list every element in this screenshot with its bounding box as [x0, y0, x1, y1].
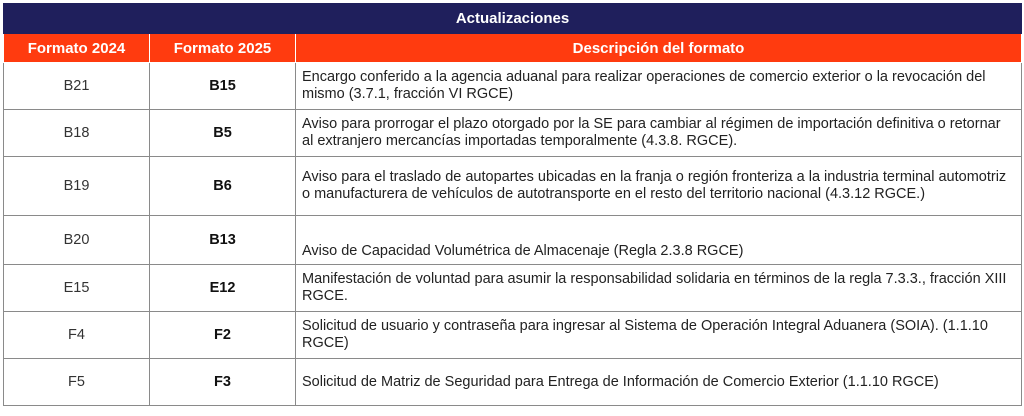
format-2025-cell: B5 [150, 110, 296, 157]
description-cell: Aviso de Capacidad Volumétrica de Almacenaje (Regla 2.3.8 RGCE) [296, 216, 1022, 265]
table-header-row [4, 34, 1022, 63]
format-2024-cell: E15 [4, 265, 150, 312]
header-format-2024: Formato 2024 [4, 34, 150, 63]
format-2024-cell: B20 [4, 216, 150, 265]
updates-table-container [3, 3, 1021, 406]
format-2025-cell: F2 [150, 312, 296, 359]
table-row [4, 265, 1022, 312]
format-2024-cell: B21 [4, 63, 150, 110]
table-row [4, 110, 1022, 157]
description-cell: Solicitud de Matriz de Seguridad para Entrega de Información de Comercio Exterior (1.1.10 RGCE) [296, 359, 1022, 406]
format-2024-cell: B19 [4, 157, 150, 216]
table-row [4, 216, 1022, 265]
table-row [4, 312, 1022, 359]
description-cell: Aviso para el traslado de autopartes ubicadas en la franja o región fronteriza a la industria terminal automotriz o manufacturera de vehículos de autotransporte en el resto del territorio nacional (4.3.12 RGCE.) [296, 157, 1022, 216]
format-2024-cell: F4 [4, 312, 150, 359]
updates-table [3, 3, 1022, 406]
table-row [4, 63, 1022, 110]
table-title: Actualizaciones [4, 4, 1022, 34]
table-row [4, 157, 1022, 216]
table-title-row [4, 4, 1022, 34]
format-2025-cell: B13 [150, 216, 296, 265]
header-description: Descripción del formato [296, 34, 1022, 63]
description-cell: Manifestación de voluntad para asumir la responsabilidad solidaria en términos de la regla 7.3.3., fracción XIII RGCE. [296, 265, 1022, 312]
format-2024-cell: B18 [4, 110, 150, 157]
description-cell: Encargo conferido a la agencia aduanal para realizar operaciones de comercio exterior o la revocación del mismo (3.7.1, fracción VI RGCE) [296, 63, 1022, 110]
format-2025-cell: B15 [150, 63, 296, 110]
format-2025-cell: B6 [150, 157, 296, 216]
header-format-2025: Formato 2025 [150, 34, 296, 63]
description-cell: Aviso para prorrogar el plazo otorgado por la SE para cambiar al régimen de importación definitiva o retornar al extranjero mercancías importadas temporalmente (4.3.8. RGCE). [296, 110, 1022, 157]
format-2025-cell: F3 [150, 359, 296, 406]
format-2025-cell: E12 [150, 265, 296, 312]
format-2024-cell: F5 [4, 359, 150, 406]
description-cell: Solicitud de usuario y contraseña para ingresar al Sistema de Operación Integral Aduanera (SOIA). (1.1.10 RGCE) [296, 312, 1022, 359]
table-row [4, 359, 1022, 406]
